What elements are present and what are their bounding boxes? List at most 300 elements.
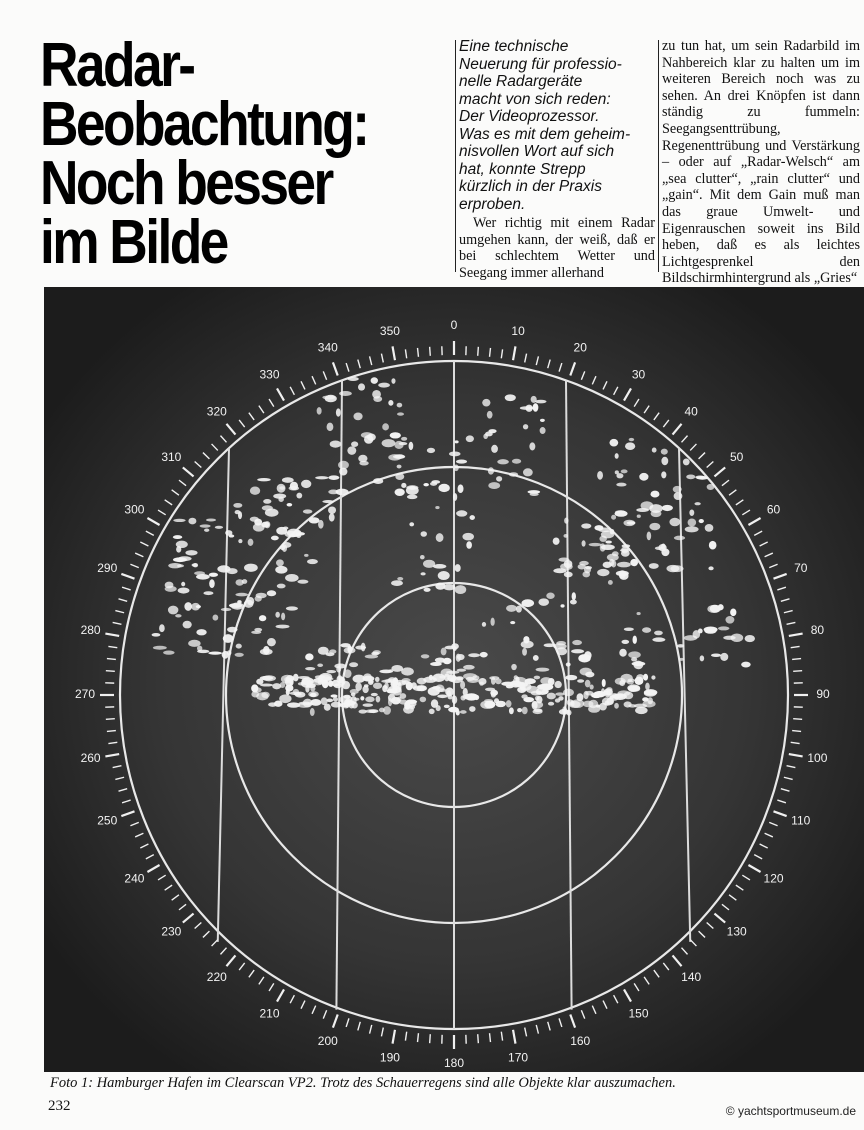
radar-echo (317, 663, 323, 667)
radar-echo (583, 691, 588, 699)
radar-echo (532, 701, 538, 710)
radar-echo (580, 668, 592, 676)
radar-echo (264, 521, 270, 528)
radar-echo (521, 599, 534, 607)
radar-echo (511, 664, 517, 670)
radar-echo (651, 675, 655, 679)
radar-echo (173, 557, 187, 562)
radar-echo (494, 698, 499, 703)
radar-echo (718, 604, 724, 610)
radar-echo (359, 710, 367, 714)
radar-echo (674, 536, 685, 541)
radar-echo (438, 571, 450, 580)
radar-echo (280, 545, 285, 550)
radar-echo (373, 683, 382, 689)
radar-echo (275, 612, 280, 618)
radar-echo (696, 476, 708, 480)
radar-echo (466, 541, 472, 549)
radar-echo (445, 687, 454, 696)
radar-echo (671, 565, 684, 572)
radar-echo (523, 697, 534, 702)
radar-echo (206, 518, 216, 521)
radar-echo (529, 442, 535, 450)
radar-echo (296, 530, 302, 538)
radar-echo (378, 383, 390, 388)
radar-echo (454, 440, 458, 443)
radar-echo (456, 710, 460, 716)
radar-echo (644, 689, 658, 695)
radar-echo (563, 689, 574, 697)
radar-echo (305, 685, 309, 693)
radar-echo (649, 523, 660, 530)
radar-echo (235, 653, 244, 657)
bearing-label: 260 (80, 751, 101, 766)
radar-echo (466, 435, 474, 442)
radar-echo (674, 492, 683, 500)
bearing-tick (107, 731, 116, 732)
radar-echo (629, 438, 635, 441)
radar-echo (395, 473, 404, 480)
bearing-label: 50 (729, 449, 744, 464)
radar-echo (177, 564, 184, 567)
lead-paragraph (459, 38, 655, 213)
radar-echo (635, 677, 644, 685)
radar-echo (387, 689, 397, 694)
radar-echo (185, 550, 197, 555)
radar-echo (326, 652, 335, 656)
radar-echo (639, 473, 648, 481)
radar-echo (399, 442, 408, 445)
radar-echo (456, 460, 467, 464)
radar-echo (482, 622, 486, 627)
radar-echo (351, 441, 358, 447)
radar-echo (615, 678, 626, 685)
radar-echo (482, 399, 490, 407)
radar-echo (163, 651, 174, 655)
radar-echo (460, 710, 467, 714)
radar-echo (467, 678, 479, 683)
radar-echo (355, 683, 362, 691)
radar-echo (669, 518, 680, 527)
radar-echo (273, 494, 286, 499)
radar-echo (253, 523, 265, 532)
radar-echo (203, 591, 213, 595)
radar-echo (423, 483, 429, 486)
bearing-tick (430, 347, 431, 356)
radar-echo (577, 679, 584, 682)
radar-echo (530, 493, 539, 496)
radar-echo (275, 566, 287, 574)
bearing-label: 250 (97, 813, 118, 828)
bearing-label: 30 (631, 367, 646, 382)
radar-echo (319, 673, 332, 681)
radar-echo (686, 474, 695, 479)
radar-echo (566, 662, 571, 666)
radar-echo (409, 522, 414, 526)
radar-echo (376, 696, 381, 703)
bearing-tick (107, 659, 116, 660)
radar-echo (430, 482, 437, 486)
radar-echo (685, 526, 699, 532)
radar-echo (619, 570, 626, 578)
radar-echo (331, 702, 342, 708)
page-number: 232 (48, 1098, 71, 1114)
radar-echo (633, 661, 643, 670)
radar-echo (326, 670, 336, 673)
radar-echo (609, 439, 618, 447)
radar-echo (694, 502, 700, 505)
bearing-label: 140 (681, 969, 702, 984)
radar-echo (458, 484, 464, 493)
radar-echo (349, 662, 358, 667)
radar-screen-illustration (44, 287, 864, 1072)
radar-echo (506, 605, 517, 612)
radar-echo (250, 517, 259, 522)
radar-echo (287, 503, 293, 507)
radar-echo (259, 615, 266, 621)
bearing-label: 200 (317, 1033, 338, 1048)
radar-photo (44, 287, 864, 1072)
radar-echo (310, 708, 315, 716)
radar-echo (662, 505, 673, 511)
radar-echo (227, 568, 238, 574)
radar-echo (538, 598, 549, 606)
radar-echo (621, 547, 628, 554)
radar-echo (497, 459, 509, 464)
lead-line: Neuerung für professio- (459, 55, 622, 73)
radar-echo (315, 476, 328, 479)
radar-echo (401, 667, 414, 675)
radar-echo (533, 403, 539, 412)
radar-echo (248, 539, 254, 546)
article-column-2 (662, 38, 860, 287)
radar-echo (227, 627, 237, 633)
radar-echo (168, 606, 178, 615)
radar-echo (651, 510, 662, 517)
radar-echo (589, 543, 602, 547)
radar-echo (677, 644, 684, 647)
radar-echo (175, 614, 181, 617)
bearing-label: 0 (450, 318, 458, 333)
radar-echo (353, 675, 366, 683)
radar-echo (382, 439, 396, 447)
bearing-label: 320 (206, 404, 227, 419)
radar-echo (153, 646, 167, 650)
radar-echo (705, 524, 714, 532)
bearing-label: 20 (573, 340, 587, 355)
radar-echo (176, 541, 188, 548)
radar-echo (384, 682, 389, 689)
bearing-label: 100 (807, 751, 828, 766)
radar-echo (281, 613, 285, 621)
bearing-label: 210 (259, 1006, 280, 1021)
radar-echo (337, 675, 343, 683)
radar-echo (704, 628, 716, 633)
radar-echo (213, 615, 219, 621)
radar-echo (173, 535, 182, 539)
radar-echo (152, 633, 161, 637)
bearing-tick (106, 671, 115, 672)
radar-echo (661, 471, 666, 478)
radar-echo (453, 646, 457, 651)
radar-echo (555, 692, 564, 695)
radar-echo (443, 584, 455, 590)
radar-echo (535, 400, 547, 404)
radar-echo (571, 649, 584, 653)
radar-echo (435, 684, 444, 692)
radar-echo (388, 400, 393, 406)
radar-echo (491, 445, 498, 453)
bearing-label: 70 (794, 560, 808, 575)
radar-echo (700, 655, 705, 661)
headline (40, 31, 393, 277)
radar-echo (307, 559, 318, 564)
radar-echo (614, 703, 619, 709)
radar-echo (509, 472, 518, 476)
radar-echo (365, 696, 374, 702)
bearing-label: 270 (74, 687, 96, 702)
radar-echo (178, 588, 190, 594)
radar-echo (398, 682, 402, 691)
radar-echo (296, 493, 302, 499)
radar-echo (233, 503, 242, 508)
bearing-label: 120 (763, 871, 784, 886)
radar-echo (597, 471, 603, 480)
radar-echo (622, 544, 631, 547)
radar-echo (606, 687, 612, 691)
radar-echo (427, 448, 435, 453)
radar-echo (435, 657, 445, 662)
radar-echo (548, 702, 554, 706)
radar-echo (720, 653, 728, 661)
radar-echo (468, 653, 480, 657)
radar-echo (455, 585, 467, 594)
radar-echo (358, 383, 365, 390)
radar-echo (441, 669, 453, 677)
radar-echo (554, 681, 561, 688)
radar-echo (420, 697, 427, 703)
radar-echo (605, 540, 612, 543)
radar-echo (673, 486, 682, 493)
radar-echo (409, 442, 414, 450)
lead-line: nelle Radargeräte (459, 73, 583, 90)
radar-echo (301, 480, 311, 488)
radar-echo (636, 508, 649, 512)
radar-echo (650, 491, 659, 498)
radar-echo (208, 651, 222, 654)
radar-echo (523, 468, 533, 476)
radar-echo (611, 560, 616, 567)
radar-echo (621, 640, 629, 644)
radar-echo (436, 705, 441, 711)
radar-echo (630, 559, 638, 566)
lead-line: Was es mit dem geheim- (459, 125, 631, 143)
radar-echo (465, 693, 478, 700)
radar-echo (307, 680, 312, 686)
radar-echo (460, 695, 465, 700)
bearing-label: 190 (379, 1050, 400, 1065)
radar-echo (263, 499, 271, 504)
radar-echo (339, 391, 352, 396)
bearing-tick (793, 719, 802, 720)
radar-echo (601, 544, 615, 550)
bearing-label: 110 (791, 813, 811, 828)
radar-echo (456, 676, 464, 680)
radar-echo (436, 533, 444, 542)
radar-echo (421, 531, 427, 536)
radar-echo (276, 559, 284, 566)
radar-echo (537, 684, 551, 690)
radar-echo (652, 448, 657, 453)
bearing-tick (478, 347, 479, 356)
radar-echo (429, 675, 433, 681)
radar-echo (688, 518, 697, 526)
radar-echo (523, 424, 528, 429)
radar-echo (287, 702, 300, 707)
radar-echo (535, 696, 540, 701)
radar-echo (184, 602, 192, 611)
radar-echo (708, 566, 713, 570)
radar-echo (304, 554, 309, 557)
radar-echo (611, 515, 616, 520)
bearing-tick (418, 1033, 419, 1042)
radar-echo (281, 675, 294, 684)
radar-echo (221, 608, 231, 611)
bearing-label: 40 (684, 404, 698, 419)
radar-echo (416, 685, 427, 691)
radar-echo (654, 631, 663, 636)
photo-caption: Foto 1: Hamburger Hafen im Clearscan VP2. Trotz des Schauerregens sind alle Objekte klar auszumachen. (50, 1075, 676, 1091)
radar-echo (360, 696, 364, 700)
radar-echo (579, 561, 589, 566)
radar-echo (305, 653, 313, 660)
radar-echo (723, 636, 735, 640)
radar-echo (260, 684, 273, 687)
radar-echo (478, 678, 486, 685)
radar-echo (279, 694, 291, 703)
headline-line: Beobachtung: (40, 90, 368, 159)
radar-echo (268, 702, 277, 706)
bearing-tick (430, 1034, 431, 1043)
radar-echo (394, 454, 405, 458)
radar-echo (305, 667, 315, 670)
radar-echo (417, 678, 427, 685)
radar-echo (683, 458, 690, 465)
radar-echo (236, 644, 242, 649)
radar-echo (215, 526, 223, 529)
bearing-tick (478, 1034, 479, 1043)
radar-echo (317, 407, 322, 414)
radar-echo (536, 691, 543, 694)
radar-echo (453, 465, 458, 472)
radar-echo (244, 564, 258, 572)
column-rule (658, 40, 659, 272)
radar-echo (730, 609, 736, 617)
radar-echo (181, 582, 185, 587)
radar-echo (347, 446, 356, 454)
radar-echo (322, 500, 334, 503)
radar-echo (330, 440, 341, 447)
radar-echo (286, 689, 290, 695)
radar-echo (512, 459, 521, 464)
radar-echo (689, 509, 694, 516)
bearing-label: 350 (379, 323, 400, 338)
radar-echo (373, 478, 383, 484)
radar-echo (328, 475, 339, 480)
bearing-label: 220 (206, 969, 227, 984)
bearing-label: 160 (570, 1033, 591, 1048)
radar-echo (397, 403, 403, 408)
radar-echo (449, 451, 461, 456)
bearing-label: 80 (810, 623, 825, 638)
bearing-label: 170 (508, 1050, 529, 1065)
radar-echo (534, 676, 540, 680)
radar-echo (607, 554, 619, 561)
radar-echo (333, 697, 338, 702)
radar-echo (277, 584, 286, 589)
radar-echo (546, 593, 554, 599)
bearing-label: 130 (726, 924, 747, 939)
radar-echo (437, 694, 448, 698)
radar-echo (237, 600, 241, 604)
radar-echo (235, 510, 241, 514)
radar-echo (286, 606, 298, 610)
radar-echo (383, 706, 391, 715)
radar-echo (382, 423, 389, 430)
radar-echo (372, 390, 381, 399)
radar-echo (262, 505, 273, 510)
radar-echo (355, 645, 366, 649)
radar-echo (522, 707, 528, 715)
radar-echo (623, 520, 635, 526)
radar-echo (192, 563, 198, 566)
radar-echo (441, 648, 447, 656)
radar-echo (517, 687, 526, 693)
article-column-1 (459, 38, 655, 281)
radar-echo (637, 514, 641, 517)
bearing-tick (490, 348, 491, 357)
radar-echo (260, 649, 273, 655)
radar-echo (510, 621, 515, 624)
bearing-label: 300 (124, 502, 145, 517)
radar-echo (483, 434, 488, 439)
radar-echo (209, 573, 218, 577)
radar-echo (329, 513, 335, 521)
radar-echo (306, 703, 313, 706)
radar-echo (359, 461, 368, 466)
radar-echo (324, 704, 331, 711)
radar-echo (257, 478, 271, 481)
radar-echo (209, 579, 215, 588)
radar-echo (238, 539, 242, 543)
radar-echo (553, 537, 560, 544)
body-paragraph: Wer richtig mit einem Radar umgehen kann, der weiß, daß er bei schlechtem Wetter und Seegang immer allerhand (459, 215, 655, 281)
radar-echo (276, 625, 290, 629)
radar-echo (183, 621, 192, 629)
radar-echo (421, 572, 426, 575)
radar-echo (289, 486, 300, 491)
radar-echo (365, 655, 378, 659)
radar-echo (615, 453, 619, 459)
radar-echo (400, 693, 407, 699)
radar-echo (506, 700, 512, 707)
radar-echo (679, 658, 685, 661)
lead-line: erproben. (459, 195, 526, 213)
radar-echo (433, 564, 446, 569)
radar-echo (633, 636, 637, 644)
headline-line: Noch besser (40, 149, 332, 218)
radar-echo (188, 518, 196, 525)
